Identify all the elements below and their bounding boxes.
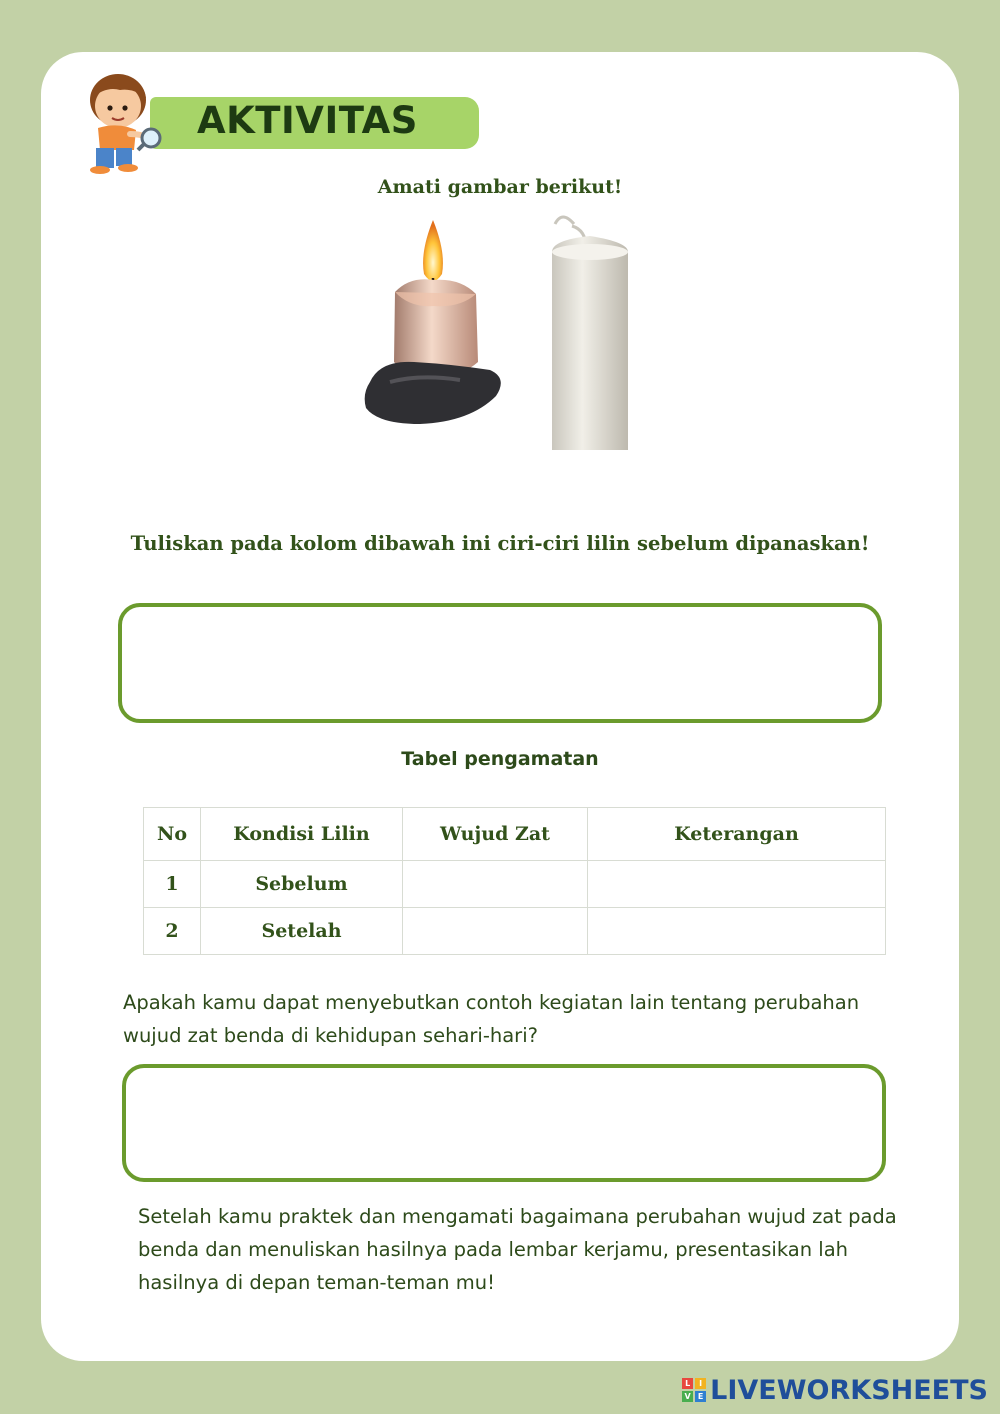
cell-keterangan-input[interactable] <box>588 908 886 955</box>
table-row <box>144 861 886 908</box>
cell-wujud-input[interactable] <box>403 908 588 955</box>
answer-box-before-heating[interactable] <box>118 603 882 723</box>
table-header-row <box>144 808 886 861</box>
table-title: Tabel pengamatan <box>401 748 599 770</box>
col-header-keterangan: Keterangan <box>588 808 886 861</box>
liveworksheets-logo <box>682 1372 988 1408</box>
cell-kondisi: Sebelum <box>201 861 403 908</box>
live-logo-icon: L I V E <box>682 1378 706 1402</box>
answer-box-daily-examples[interactable] <box>122 1064 886 1182</box>
brand-name: LIVEWORKSHEETS <box>710 1374 988 1406</box>
cell-no: 1 <box>144 861 201 908</box>
cell-kondisi: Setelah <box>201 908 403 955</box>
closing-instruction: Setelah kamu praktek dan mengamati bagaimana perubahan wujud zat pada benda dan menuliskan hasilnya pada lembar kerjamu, presentasikan lah hasilnya di depan teman-teman mu! <box>138 1205 897 1294</box>
col-header-kondisi: Kondisi Lilin <box>201 808 403 861</box>
white-candle-image <box>552 217 628 450</box>
instruction-text: Amati gambar berikut! <box>377 176 623 198</box>
cell-keterangan-input[interactable] <box>588 861 886 908</box>
col-header-no: No <box>144 808 201 861</box>
question-before-heating: Tuliskan pada kolom dibawah ini ciri-ciri lilin sebelum dipanaskan! <box>130 532 870 555</box>
cell-wujud-input[interactable] <box>403 861 588 908</box>
page-title: AKTIVITAS <box>197 99 418 142</box>
observation-table <box>143 807 886 955</box>
boy-with-magnifier-icon <box>72 68 164 178</box>
table-row <box>144 908 886 955</box>
question-daily-examples: Apakah kamu dapat menyebutkan contoh kegiatan lain tentang perubahan wujud zat benda di kehidupan sehari-hari? <box>123 991 860 1047</box>
candles-image <box>350 212 650 457</box>
cell-no: 2 <box>144 908 201 955</box>
melting-candle-image <box>365 220 501 424</box>
col-header-wujud: Wujud Zat <box>403 808 588 861</box>
